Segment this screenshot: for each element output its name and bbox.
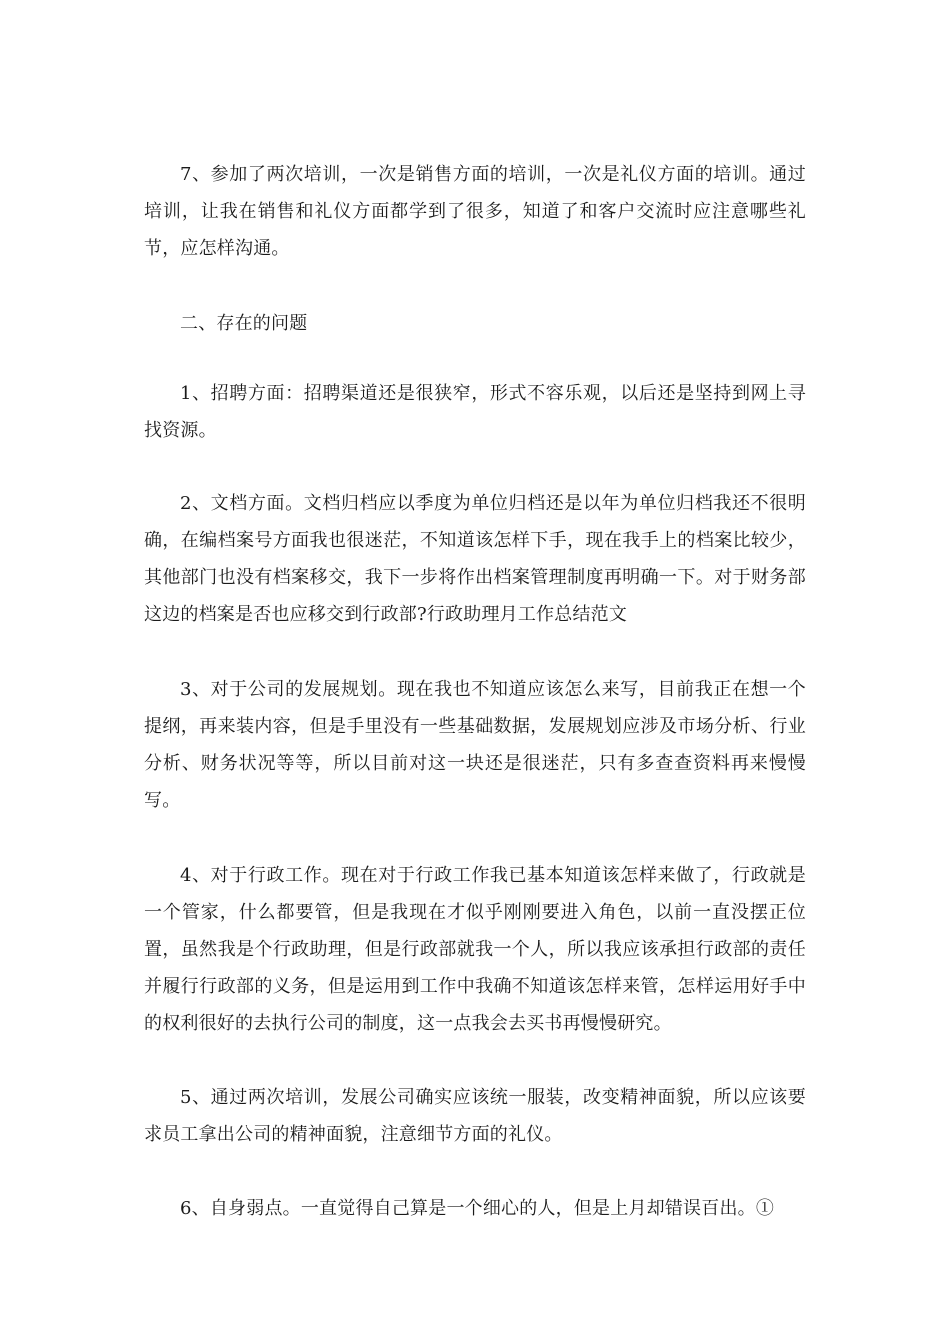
section-heading-problems: 二、存在的问题: [180, 313, 308, 334]
paragraph-development-plan: 3、对于公司的发展规划。现在我也不知道应该怎么来写，目前我正在想一个提纲，再来装内容，但是手里没有一些基础数据，发展规划应涉及市场分析、行业分析、财务状况等等，所以目前对这一块还是很迷茫，只有多查查资料再来慢慢写。: [144, 679, 806, 811]
paragraph-recruitment: 1、招聘方面：招聘渠道还是很狭窄，形式不容乐观，以后还是坚持到网上寻找资源。: [144, 383, 806, 441]
paragraph-uniform: 5、通过两次培训，发展公司确实应该统一服装，改变精神面貌，所以应该要求员工拿出公司的精神面貌，注意细节方面的礼仪。: [144, 1087, 806, 1145]
paragraph-admin-work: 4、对于行政工作。现在对于行政工作我已基本知道该怎样来做了，行政就是一个管家，什么都要管，但是我现在才似乎刚刚要进入角色，以前一直没摆正位置，虽然我是个行政助理，但是行政部就我一个人，所以我应该承担行政部的责任并履行行政部的义务，但是运用到工作中我确不知道该怎样来管，怎样运用好手中的权利很好的去执行公司的制度，这一点我会去买书再慢慢研究。: [144, 865, 806, 1034]
paragraph-training: 7、参加了两次培训，一次是销售方面的培训，一次是礼仪方面的培训。通过培训，让我在销售和礼仪方面都学到了很多，知道了和客户交流时应注意哪些礼节，应怎样沟通。: [144, 164, 806, 259]
paragraph-documents: 2、文档方面。文档归档应以季度为单位归档还是以年为单位归档我还不很明确，在编档案号方面我也很迷茫，不知道该怎样下手，现在我手上的档案比较少，其他部门也没有档案移交，我下一步将作出档案管理制度再明确一下。对于财务部这边的档案是否也应移交到行政部?行政助理月工作总结范文: [144, 493, 806, 625]
paragraph-weakness: 6、自身弱点。一直觉得自己算是一个细心的人，但是上月却错误百出。①: [180, 1198, 775, 1219]
